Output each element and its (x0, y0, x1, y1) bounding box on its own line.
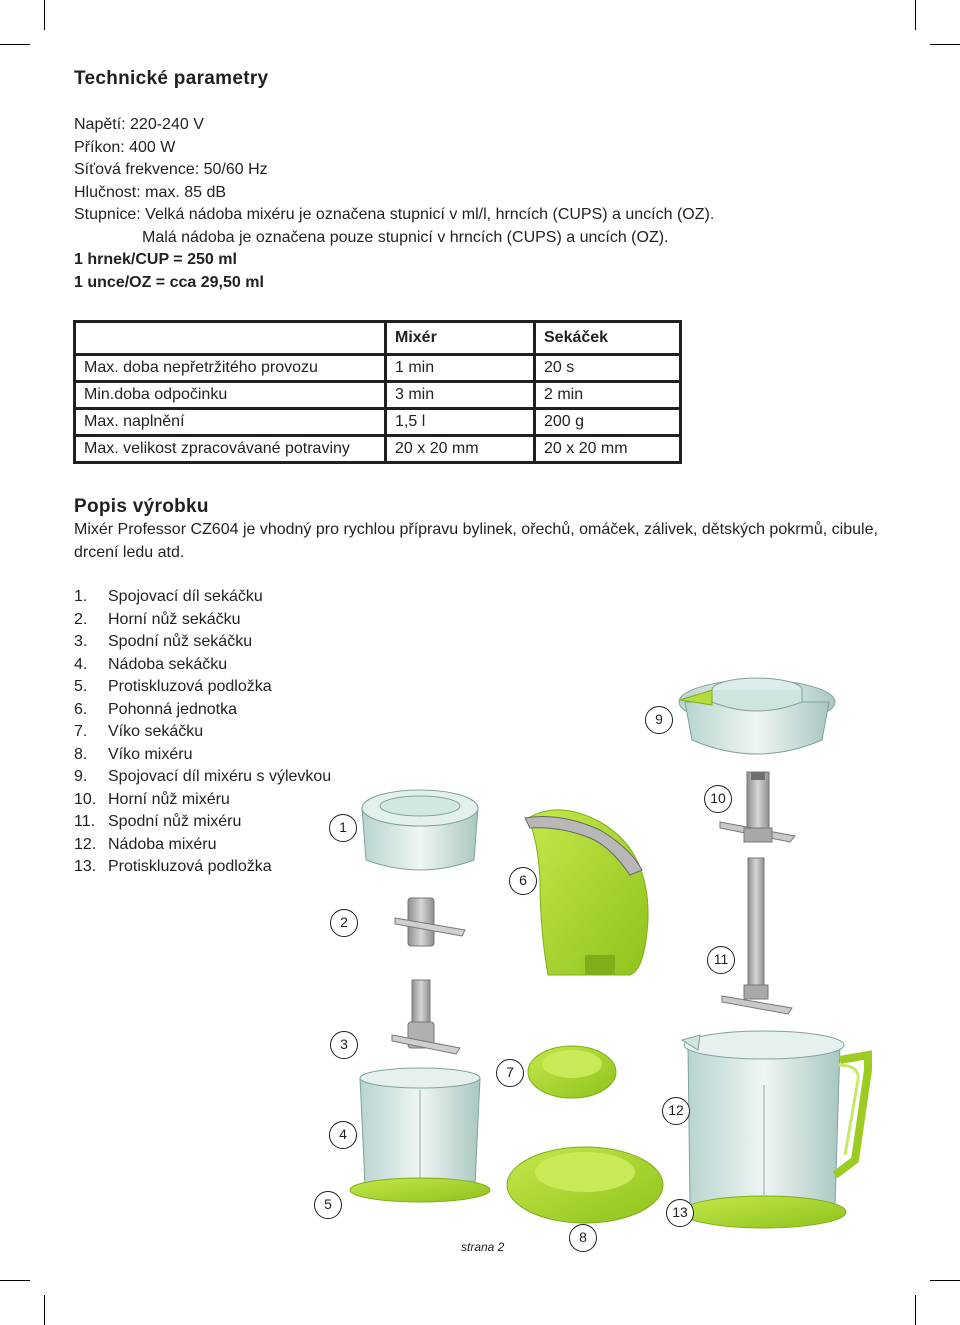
callout-3: 3 (330, 1031, 358, 1059)
spec-noise: Hlučnost: max. 85 dB (74, 183, 227, 201)
callout-1: 1 (329, 814, 357, 842)
table-cell: Max. velikost zpracovávané potraviny (75, 436, 386, 463)
callout-6: 6 (509, 867, 537, 895)
list-item: 3. Spodní nůž sekáčku (74, 633, 253, 650)
table-cell: 3 min (386, 382, 535, 409)
callout-10: 10 (704, 785, 732, 813)
list-item: 1. Spojovací díl sekáčku (74, 588, 263, 605)
callout-4: 4 (329, 1121, 357, 1149)
table-cell: Max. doba nepřetržitého provozu (75, 355, 386, 382)
callout-12: 12 (662, 1097, 690, 1125)
list-item: 2. Horní nůž sekáčku (74, 610, 241, 628)
table-cell: 20 x 20 mm (535, 436, 681, 463)
list-item: 13. Protiskluzová podložka (74, 858, 272, 875)
spec-power: Příkon: 400 W (74, 138, 176, 156)
motor-unit-image (525, 810, 648, 975)
spec-cup: 1 hrnek/CUP = 250 ml (74, 251, 237, 268)
table-cell: 1,5 l (386, 409, 535, 436)
page-number: strana 2 (461, 1240, 505, 1254)
list-item: 12. Nádoba mixéru (74, 835, 217, 853)
table-cell: 200 g (535, 409, 681, 436)
product-description: Mixér Professor CZ604 je vhodný pro rychlou přípravu bylinek, ořechů, omáček, zálivek, dětských pokrmů, cibule, drcení ledu atd. (74, 521, 878, 561)
list-item: 5. Protiskluzová podložka (74, 678, 272, 695)
spec-scale-small: Malá nádoba je označena pouze stupnicí v hrncích (CUPS) a uncích (OZ). (142, 228, 669, 246)
list-item: 4. Nádoba sekáčku (74, 655, 228, 673)
chopper-lower-blade-image (392, 980, 460, 1054)
table-cell: 20 x 20 mm (386, 436, 535, 463)
spec-scale-large: Stupnice: Velká nádoba mixéru je označena stupnicí v ml/l, hrncích (CUPS) a uncích (OZ). (74, 206, 715, 223)
chopper-upper-blade-image (395, 898, 465, 946)
callout-13: 13 (666, 1199, 694, 1227)
section-title-specs: Technické parametry (74, 68, 269, 89)
table-header-cell: Mixér (386, 322, 535, 355)
section-title-description: Popis výrobku (74, 496, 209, 517)
table-cell: Min.doba odpočinku (75, 382, 386, 409)
blender-lid-image (507, 1147, 663, 1223)
list-item: 6. Pohonná jednotka (74, 700, 237, 718)
list-item: 7. Víko sekáčku (74, 723, 204, 740)
blender-upper-blade-image (720, 772, 795, 842)
callout-9: 9 (645, 706, 673, 734)
blender-connector-spout-image (679, 678, 835, 754)
spec-voltage: Napětí: 220-240 V (74, 116, 204, 133)
table-cell: 2 min (535, 382, 681, 409)
table-cell: Max. naplnění (75, 409, 386, 436)
blender-jug-image (682, 1031, 868, 1228)
spec-frequency: Síťová frekvence: 50/60 Hz (74, 161, 268, 178)
list-item: 10. Horní nůž mixéru (74, 790, 230, 808)
callout-11: 11 (707, 946, 735, 974)
list-item: 11. Spodní nůž mixéru (74, 813, 242, 830)
table-cell: 1 min (386, 355, 535, 382)
chopper-lid-image (528, 1046, 616, 1098)
callout-2: 2 (330, 909, 358, 937)
table-cell: 20 s (535, 355, 681, 382)
callout-8: 8 (569, 1224, 597, 1252)
chopper-connector-image (362, 790, 478, 870)
callout-7: 7 (496, 1059, 524, 1087)
blender-lower-blade-image (722, 858, 792, 1014)
spec-ounce: 1 unce/OZ = cca 29,50 ml (74, 273, 264, 291)
chopper-bowl-image (350, 1068, 490, 1202)
list-item: 9. Spojovací díl mixéru s výlevkou (74, 768, 332, 785)
list-item: 8. Víko mixéru (74, 745, 193, 763)
callout-5: 5 (314, 1191, 342, 1219)
table-header-cell: Sekáček (535, 322, 681, 355)
